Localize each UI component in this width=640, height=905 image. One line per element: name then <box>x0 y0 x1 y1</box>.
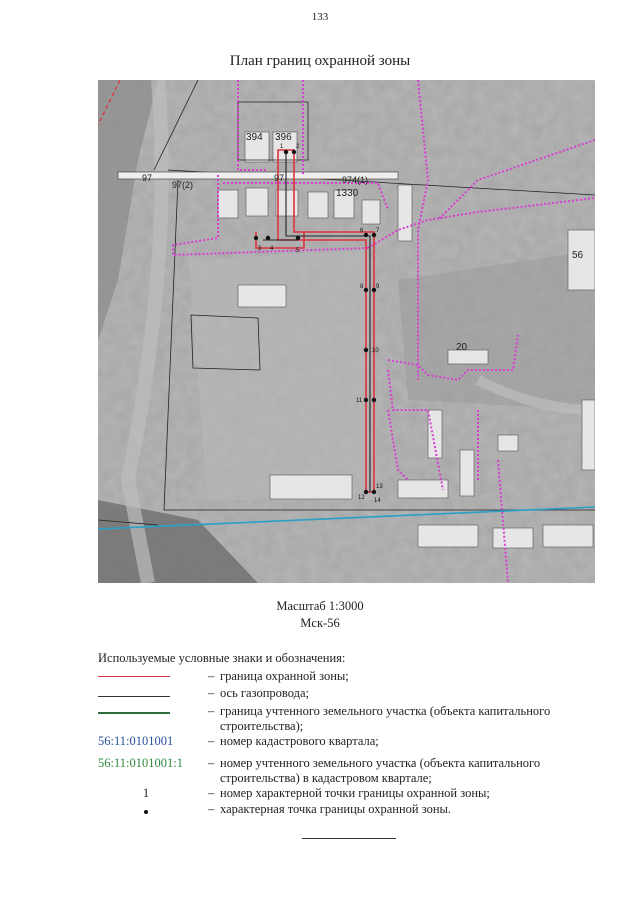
legend-text: номер кадастрового квартала; <box>220 734 379 748</box>
legend-dash: – <box>208 686 215 700</box>
point-number-5: 5 <box>296 248 300 254</box>
scale-label: Масштаб 1:3000 <box>276 599 364 613</box>
point-number-7: 7 <box>376 228 380 234</box>
point-number-11: 11 <box>356 398 363 404</box>
label-97-2: 97(2) <box>172 180 194 190</box>
map-plan <box>98 80 595 583</box>
legend-dash: – <box>208 802 215 816</box>
gas-axis-symbol <box>98 696 170 697</box>
point-number-1: 1 <box>280 144 284 150</box>
point-number-12: 12 <box>358 495 365 501</box>
footer-rule <box>302 838 396 839</box>
label-974-1: 974(1) <box>342 175 369 185</box>
parcel-number-symbol: 56:11:0101001:1 <box>98 756 183 770</box>
label-1330: 1330 <box>336 188 359 199</box>
point-number-3: 3 <box>258 246 262 252</box>
legend-text: граница учтенного земельного участка (объекта капитального строительства); <box>220 704 551 733</box>
point-number-14: 14 <box>374 498 381 504</box>
legend-text: номер характерной точки границы охранной зоны; <box>220 786 490 800</box>
legend-dash: – <box>208 756 215 770</box>
legend-dash: – <box>208 704 215 718</box>
page-title: План границ охранной зоны <box>229 53 411 69</box>
legend-text: характерная точка границы охранной зоны. <box>220 802 452 816</box>
label-20: 20 <box>456 342 468 353</box>
legend-text: ось газопровода; <box>220 686 310 700</box>
legend-text: граница охранной зоны; <box>220 669 349 683</box>
legend-dash: – <box>208 734 215 748</box>
point-number-6: 6 <box>360 228 364 234</box>
point-number-9: 9 <box>376 284 380 290</box>
legend-title: Используемые условные знаки и обозначения: <box>98 651 346 665</box>
label-97-b: 97 <box>274 173 285 183</box>
point-number-4: 4 <box>270 246 274 252</box>
label-97: 97 <box>142 173 153 183</box>
point-number-10: 10 <box>372 348 379 354</box>
protection-zone-symbol <box>98 676 170 677</box>
label-56: 56 <box>572 250 584 261</box>
legend-dash: – <box>208 786 215 800</box>
label-parcel-394: 394 <box>246 132 263 143</box>
point-number-13: 13 <box>376 484 383 490</box>
parcel-boundary-symbol <box>98 712 170 714</box>
legend-text: номер учтенного земельного участка (объекта капитального строительства) в кадастровом квартале; <box>220 756 541 785</box>
page-number: 133 <box>311 11 329 23</box>
quarter-number-symbol: 56:11:0101001 <box>98 734 174 748</box>
point-number-symbol: 1 <box>142 786 150 800</box>
legend-dash: – <box>208 669 215 683</box>
label-parcel-396: 396 <box>275 132 292 143</box>
crs-label: Мск-56 <box>300 616 340 630</box>
point-number-8: 8 <box>360 284 364 290</box>
scale-block <box>0 598 640 632</box>
characteristic-point-symbol <box>144 810 148 814</box>
point-number-2: 2 <box>296 144 300 150</box>
